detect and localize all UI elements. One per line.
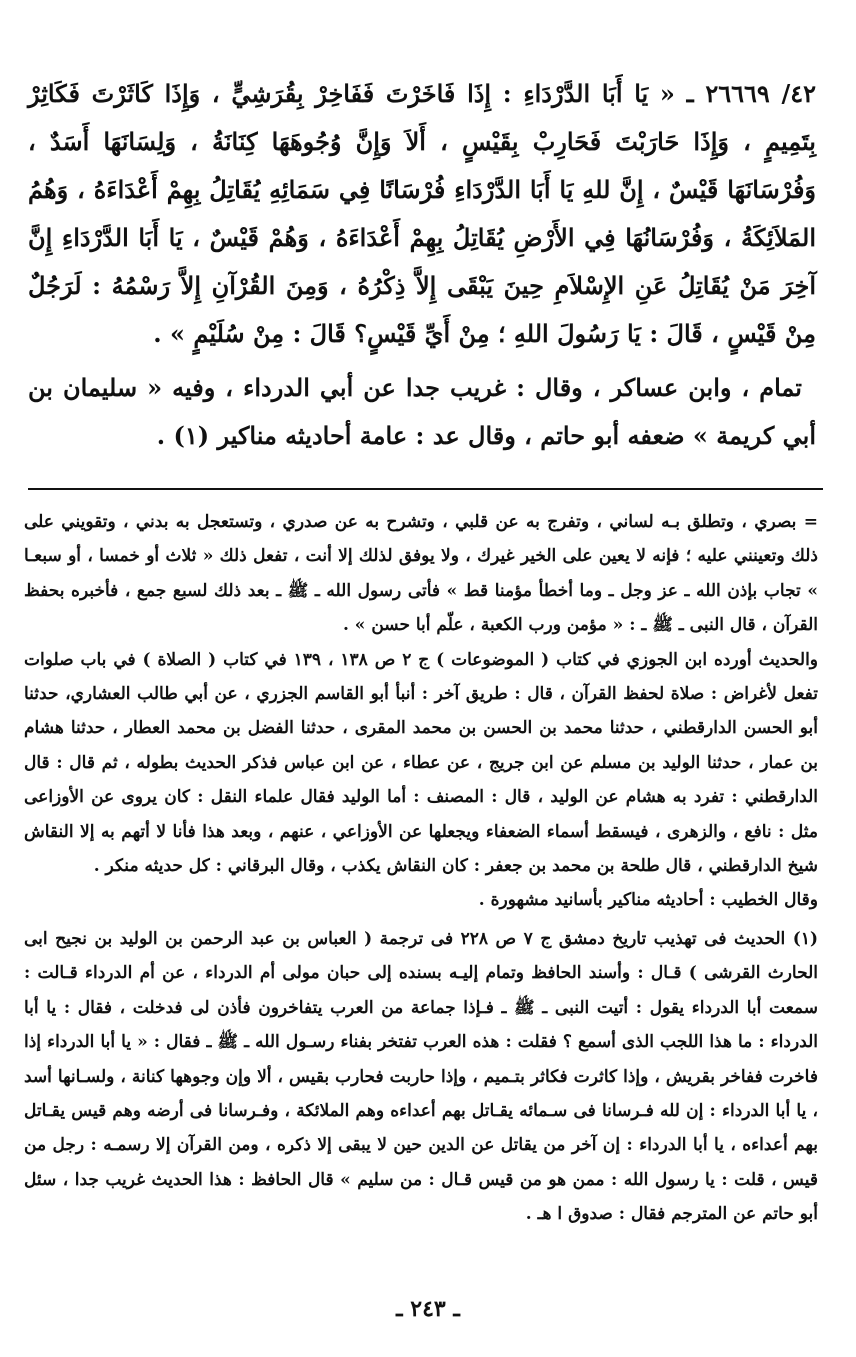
hadith-text: ٤٢/ ٢٦٦٦٩ ـ « يَا أَبَا الدَّرْدَاءِ : إِذَا فَاخَرْتَ فَفَاخِرْ بِقُرَشِيٍّ ، وَإِذَا كَاثَرْتَ فَكَاثِرْ بِتَمِيمٍ ، وَإِذَا حَارَبْتَ فَحَارِبْ بِقَيْسٍ ، أَلاَ وَإِنَّ وُجُوهَهَا كِنَانَةُ ، وَلِسَانَهَا أَسَدٌ ، وَفُرْسَانَهَا قَيْسٌ ، إِنَّ للهِ يَا أَبَا الدَّرْدَاءِ فُرْسَانًا فِي سَمَائِهِ يُقَاتِلُ بِهِمْ أَعْدَاءَهُ ، وَهُمُ المَلاَئِكَةُ ، وَفُرْسَانُهَا فِي الأَرْضِ يُقَاتِلُ بِهِمْ أَعْدَاءَهُ ، وَهُمْ قَيْسٌ ، يَا أَبَا الدَّرْدَاءِ إِنَّ آخِرَ مَنْ يُقَاتِلُ عَنِ الإِسْلاَمِ حِينَ يَبْقَى إِلاَّ ذِكْرُهُ ، وَمِنَ القُرْآنِ إِلاَّ رَسْمُهُ : لَرَجُلٌ مِنْ قَيْسٍ ، قَالَ : يَا رَسُولَ اللهِ ؛ مِنْ أَيِّ قَيْسٍ؟ قَالَ : مِنْ سُلَيْمٍ » . [28, 79, 817, 348]
hadith-source: تمام ، وابن عساكر ، وقال : غريب جدا عن أبي الدرداء ، وفيه « سليمان بن أبي كريمة » ضعفه أبو حاتم ، وقال عد : عامة أحاديثه مناكير (١) . [28, 373, 816, 450]
hadith-section [28, 70, 816, 460]
note-continuation: = بصري ، وتطلق بـه لساني ، وتفرج به عن قلبي ، وتشرح به عن صدري ، وتستعجل به بدني ، وتقويني على ذلك وتعينني عليه ؛ فإنه لا يعين على الخير غيرك ، ولا يوفق لذلك إلا أنت ، تفعل ذلك « ثلاث أو خمسا ، أو سبعـا » تجاب بإذن الله ـ عز وجل ـ وما أخطأ مؤمنا قط » فأتى رسول الله ـ ﷺ ـ بعد ذلك لسبع جمع ، فأخبره بحفظ القرآن ، قال النبى ـ ﷺ ـ : « مؤمن ورب الكعبة ، علّم أبا حسن » . [24, 512, 818, 636]
page-number: ـ ٢٤٣ ـ [396, 1296, 460, 1322]
footnote-1: (١) الحديث فى تهذيب تاريخ دمشق ج ٧ ص ٢٢٨ فى ترجمة ( العباس بن عبد الرحمن بن الوليد بن نجيح ابى الحارث القرشى ) قـال : وأسند الحافظ وتمام إليـه بسنده إلى حبان مولى أم الدرداء ، عن أم الدرداء قـالت : سمعت أبا الدرداء يقول : أتيت النبى ـ ﷺ ـ فـإذا جماعة من العرب يتفاخرون فأذن لى فدخلت ، فقال : يا أبا الدرداء : ما هذا اللجب الذى أسمع ؟ فقلت : هذه العرب تفتخر بفناء رسـول الله ـ ﷺ ـ فقال : « يا أبا الدرداء إذا فاخرت ففاخر بقريش ، وإذا كاثرت فكاثر بتـميم ، وإذا حاربت فحارب بقيس ، ألا وإن وجوهها كنانة ، ولسـانها أسد ، يا أبا الدرداء : إن لله فـرسانا فى سـمائه يقـاتل بهم أعداءه وهم الملائكة ، وفـرسانا فى أرضه وهم قيس يقـاتل بهم أعداءه ، يا أبا الدرداء : إن آخر من يقاتل عن الدين حين لا يبقى إلا ذكره ، ومن القرآن إلا رسمـه : رجل من قيس ، قلت : يا رسول الله : ممن هو من قيس قـال : من سليم » قال الحافظ : هذا الحديث غريب جدا ، سئل أبو حاتم عن المترجم فقال : صدوق ا هـ . [24, 928, 819, 1225]
note-ibn-aljawzi: والحديث أورده ابن الجوزي في كتاب ( الموضوعات ) ج ٢ ص ١٣٨ ، ١٣٩ في كتاب ( الصلاة ) في باب صلوات تفعل لأغراض : صلاة لحفظ القرآن ، قال : طريق آخر : أنبأ أبو القاسم الجزري ، عن أبي طالب العشاري، حدثنا أبو الحسن الدارقطني ، حدثنا محمد بن الحسن بن محمد المقرى ، حدثنا الفضل بن محمد العطار ، حدثنا هشام بن عمار ، حدثنا الوليد بن مسلم عن ابن جريج ، عن عطاء ، عن ابن عباس فذكر الحديث بطوله ، ثم قال : قال الدارقطني : تفرد به هشام عن الوليد ، قال : المصنف : أما الوليد فقال علماء النقل : كان يروى عن الأوزاعى مثل : نافع ، والزهرى ، فيسقط أسماء الضعفاء ويجعلها عن الأوزاعي ، عنهم ، وبعد هذا فأنا لا أتهم به إلا النقاش شيخ الدارقطني ، قال طلحة بن محمد بن جعفر : كان النقاش يكذب ، وقال البرقاني : كل حديثه منكر . [24, 649, 819, 877]
footnote-separator [28, 488, 823, 490]
note-khatib: وقال الخطيب : أحاديثه مناكير بأسانيد مشهورة . [478, 890, 818, 911]
footnotes-section [24, 505, 818, 1232]
